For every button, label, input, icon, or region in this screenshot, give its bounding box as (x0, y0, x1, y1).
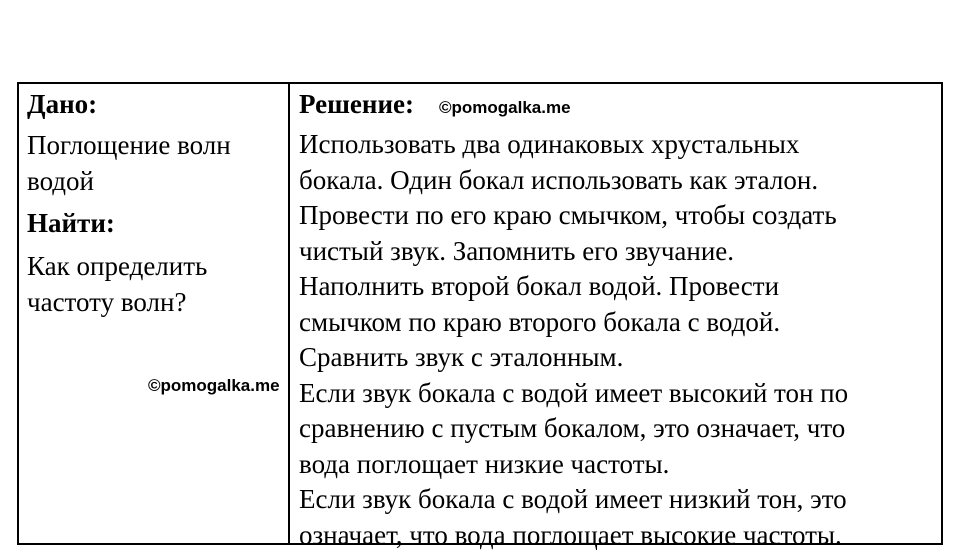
given-heading: Дано: (27, 89, 98, 119)
given-find-column (19, 84, 290, 543)
find-text: Как определить частоту волн? (27, 251, 208, 317)
solution-heading: Решение: (299, 89, 414, 119)
solution-text: Использовать два одинаковых хрустальных бокала. Один бокал использовать как эталон. Провести по его краю смычком, чтобы создать чистый звук. Запомнить его звучание. Наполнить второй бокал водой. Провести смычком по краю второго бокала с водой. Сравнить звук с эталонным. Если звук бокала с водой имеет высокий тон по сравнению с пустым бокалом, это означает, что вода поглощает низкие частоты. Если звук бокала с водой имеет низкий тон, это означает, что вода поглощает высокие частоты. (299, 129, 849, 550)
problem-table (17, 82, 943, 550)
watermark-middle: ©pomogalka.me (148, 376, 280, 395)
watermark-top: ©pomogalka.me (439, 98, 571, 117)
given-text: Поглощение волн водой (27, 130, 231, 196)
find-heading: Найти: (27, 208, 115, 238)
solution-column (290, 84, 941, 550)
